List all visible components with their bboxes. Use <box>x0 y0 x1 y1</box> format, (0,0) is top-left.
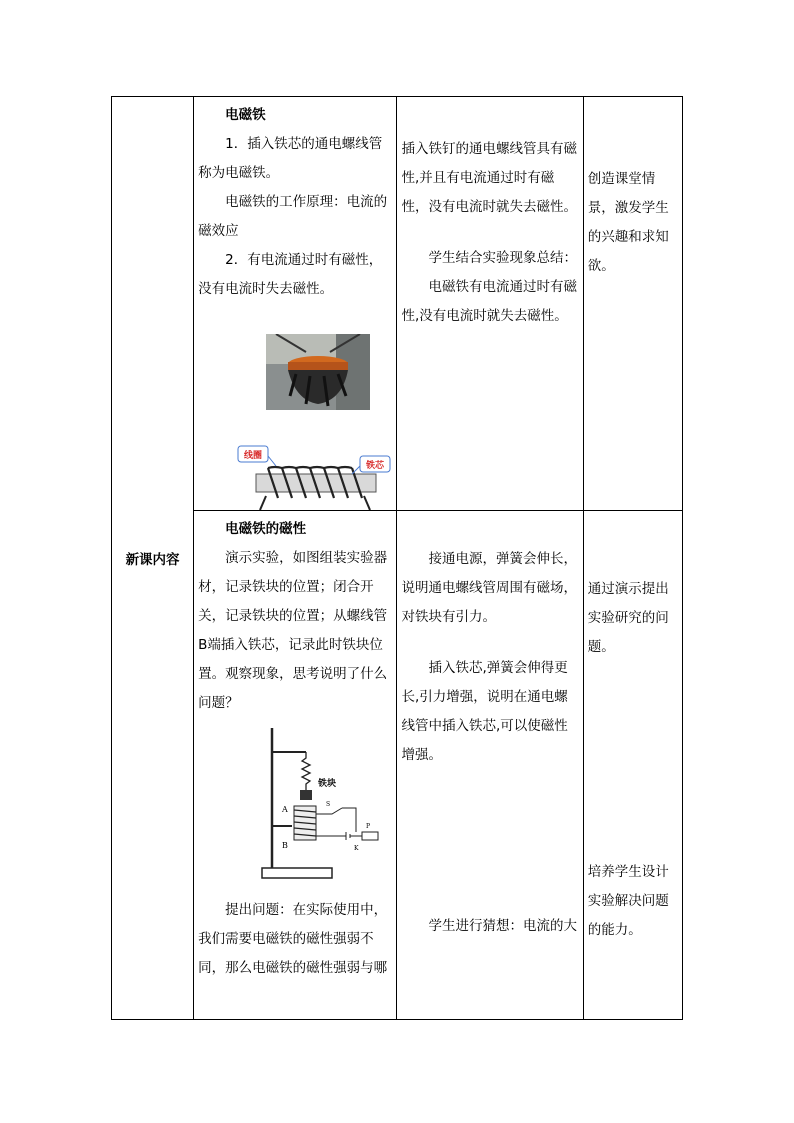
text-line: 学生进行猜想：电流的大 <box>428 918 577 934</box>
text-line: 提出问题：在实际使用中，我们需要电磁铁的磁性强弱不同，那么电磁铁的磁性强弱与哪 <box>198 902 388 976</box>
intent-cell-1 <box>583 97 682 511</box>
text-line: 演示实验，如图组装实验器材，记录铁块的位置；闭合开关，记录铁块的位置；从螺线管B端插入铁芯，记录此时铁块位置。观察现象，思考说明了什么问题？ <box>198 550 388 711</box>
end-b-label: B <box>282 841 289 850</box>
text-line: 插入铁芯,弹簧会伸得更长,引力增强，说明在通电螺线管中插入铁芯,可以使磁性增强。 <box>401 660 568 763</box>
intent-cell-2 <box>583 511 682 1020</box>
switch-label: S <box>326 801 331 808</box>
electromagnet-crane-photo <box>266 334 370 410</box>
coil-label: 线圈 <box>244 451 263 461</box>
table-row <box>112 97 683 511</box>
end-a-label: A <box>282 805 288 814</box>
key-label: K <box>354 845 359 852</box>
coil-iron-core-diagram <box>236 444 396 510</box>
apparatus-diagram <box>250 728 380 888</box>
text-line: 电磁铁有电流通过时有磁性,没有电流时就失去磁性。 <box>401 279 577 324</box>
teacher-cell-2 <box>194 511 397 1020</box>
text-line: 1．插入铁芯的通电螺线管称为电磁铁。 <box>198 136 383 181</box>
text-line: 通过演示提出实验研究的问题。 <box>587 581 669 655</box>
text-line: 插入铁钉的通电螺线管具有磁性,并且有电流通过时有磁性，没有电流时就失去磁性。 <box>401 141 577 215</box>
teacher-cell-1 <box>194 97 397 511</box>
core-label: 铁芯 <box>366 461 385 471</box>
student-cell-2 <box>397 511 583 1020</box>
row-label: 新课内容 <box>125 552 180 568</box>
section-heading: 电磁铁的磁性 <box>225 521 307 537</box>
block-label: 铁块 <box>318 779 337 789</box>
table-row <box>112 511 683 1020</box>
text-line: 创造课堂情景，激发学生的兴趣和求知欲。 <box>587 171 669 274</box>
student-cell-1 <box>397 97 583 511</box>
text-line: 接通电源，弹簧会伸长，说明通电螺线管周围有磁场，对铁块有引力。 <box>401 551 577 625</box>
text-line: 电磁铁的工作原理：电流的磁效应 <box>198 194 388 239</box>
lesson-table <box>111 96 683 1020</box>
row-label-cell <box>112 97 194 1020</box>
text-line: 2．有电流通过时有磁性，没有电流时失去磁性。 <box>198 252 383 297</box>
rheostat-label: P <box>366 823 371 830</box>
text-line: 学生结合实验现象总结： <box>428 250 577 266</box>
section-heading: 电磁铁 <box>225 107 266 123</box>
text-line: 培养学生设计实验解决问题的能力。 <box>587 864 669 938</box>
